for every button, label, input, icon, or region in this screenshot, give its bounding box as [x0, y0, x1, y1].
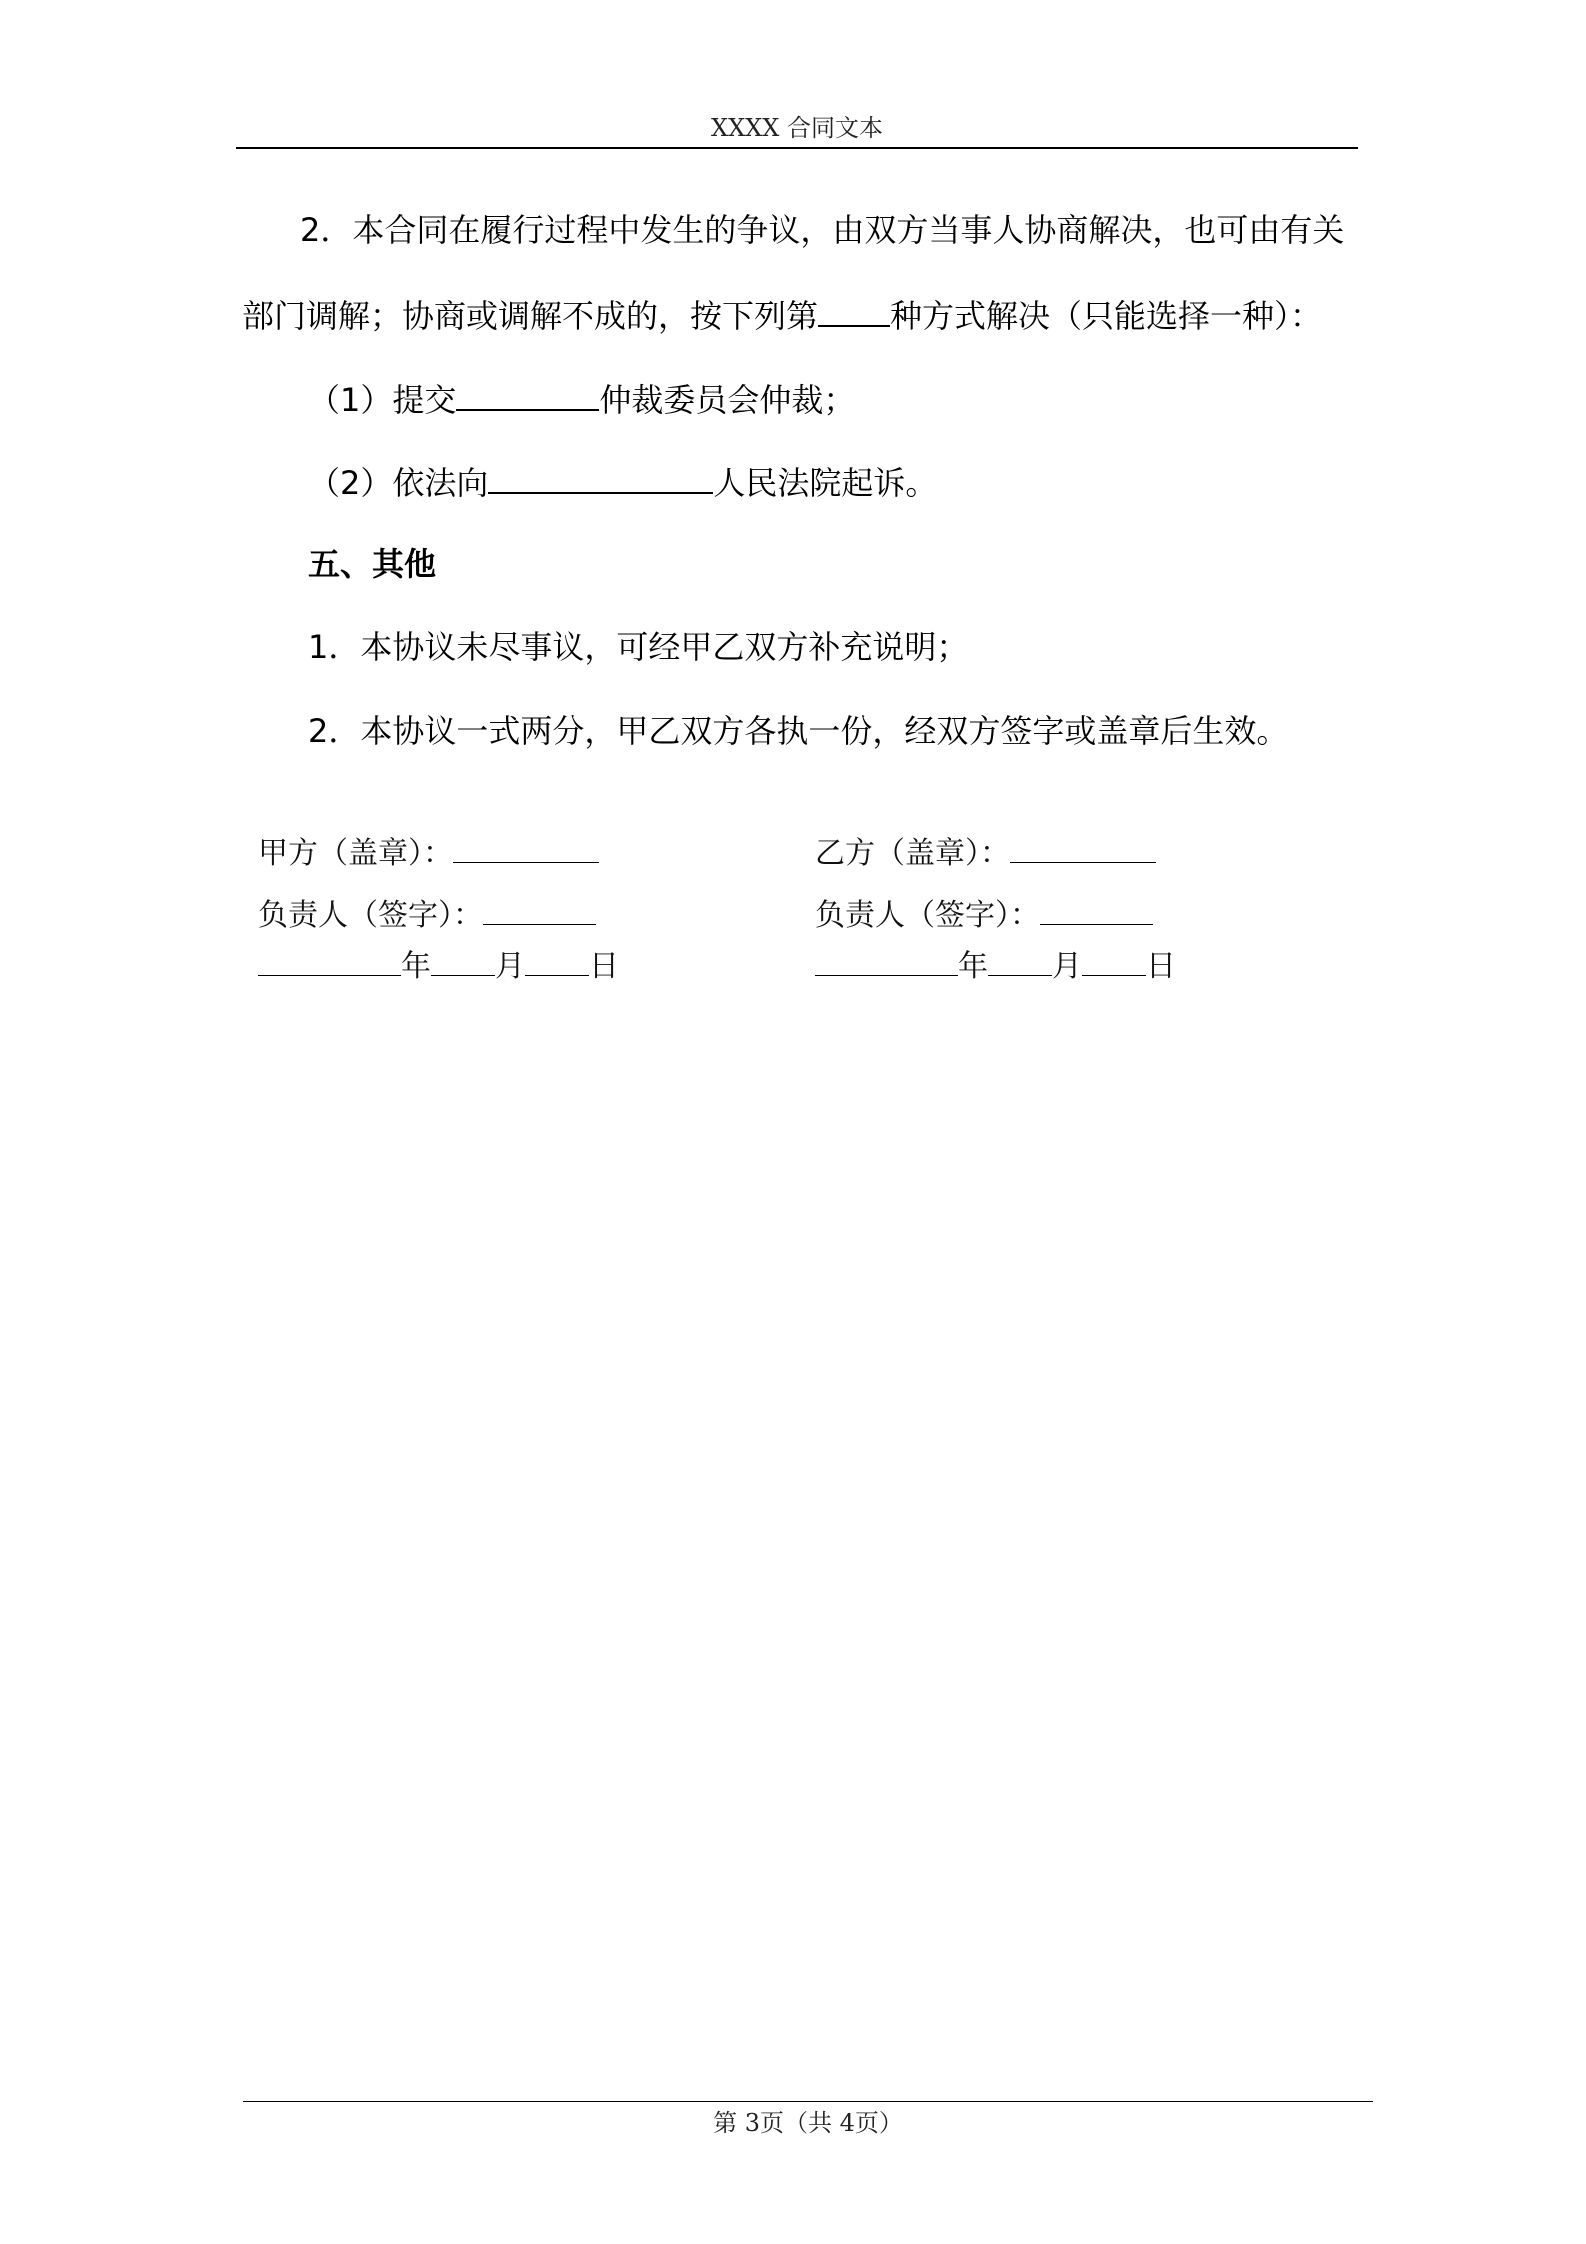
party-a-sign-blank — [483, 894, 596, 925]
party-a-year-label: 年 — [401, 949, 431, 984]
section-heading-other: 五、其他 — [308, 545, 437, 583]
party-a-year-blank — [258, 945, 401, 976]
dispute-paragraph-text-2b: 种方式解决（只能选择一种）： — [890, 297, 1323, 335]
option-court-text-a: （2）依法向 — [308, 464, 489, 502]
party-a-sign-label: 负责人（签字）： — [258, 898, 483, 933]
party-b-sign-line — [815, 894, 1153, 936]
option-arbitration-text-b: 仲裁委员会仲裁； — [599, 381, 856, 419]
option-arbitration-text-a: （1）提交 — [308, 381, 457, 419]
party-b-month-blank — [988, 945, 1052, 976]
page-header-title: XXXX 合同文本 — [711, 114, 883, 142]
party-b-year-label: 年 — [958, 949, 988, 984]
party-a-day-label: 日 — [589, 949, 619, 984]
party-b-seal-line — [815, 832, 1156, 874]
dispute-paragraph-text-2a: 部门调解；协商或调解不成的，按下列第 — [242, 297, 819, 335]
party-a-sign-line — [258, 894, 596, 936]
party-b-month-label: 月 — [1052, 949, 1082, 984]
option-court — [308, 458, 937, 505]
party-a-seal-label: 甲方（盖章）： — [258, 836, 453, 871]
header-divider — [236, 147, 1358, 149]
party-b-seal-label: 乙方（盖章）： — [815, 836, 1010, 871]
method-number-blank — [818, 291, 890, 327]
court-name-blank — [488, 458, 713, 494]
party-b-day-label: 日 — [1146, 949, 1176, 984]
party-a-date-line — [258, 945, 619, 987]
party-b-seal-blank — [1010, 832, 1156, 863]
page-number: 第 3页（共 4页） — [713, 2109, 903, 2137]
footer-divider — [243, 2101, 1373, 2102]
party-a-month-label: 月 — [495, 949, 525, 984]
other-item-1: 1．本协议未尽事议，可经甲乙双方补充说明； — [308, 628, 969, 666]
dispute-paragraph-text-1: 2．本合同在履行过程中发生的争议，由双方当事人协商解决，也可由有关 — [300, 211, 1345, 249]
dispute-paragraph-line-1 — [300, 208, 1344, 252]
option-court-text-b: 人民法院起诉。 — [713, 464, 938, 502]
party-b-sign-blank — [1040, 894, 1153, 925]
party-a-seal-blank — [453, 832, 599, 863]
other-item-2: 2．本协议一式两分，甲乙双方各执一份，经双方签字或盖章后生效。 — [308, 712, 1289, 750]
party-a-day-blank — [525, 945, 589, 976]
party-b-day-blank — [1082, 945, 1146, 976]
party-b-date-line — [815, 945, 1176, 987]
arbitration-committee-blank — [456, 375, 599, 411]
party-a-month-blank — [431, 945, 495, 976]
option-arbitration — [308, 375, 855, 422]
dispute-paragraph-line-2 — [242, 291, 1322, 338]
party-b-sign-label: 负责人（签字）： — [815, 898, 1040, 933]
party-a-seal-line — [258, 832, 599, 874]
party-b-year-blank — [815, 945, 958, 976]
